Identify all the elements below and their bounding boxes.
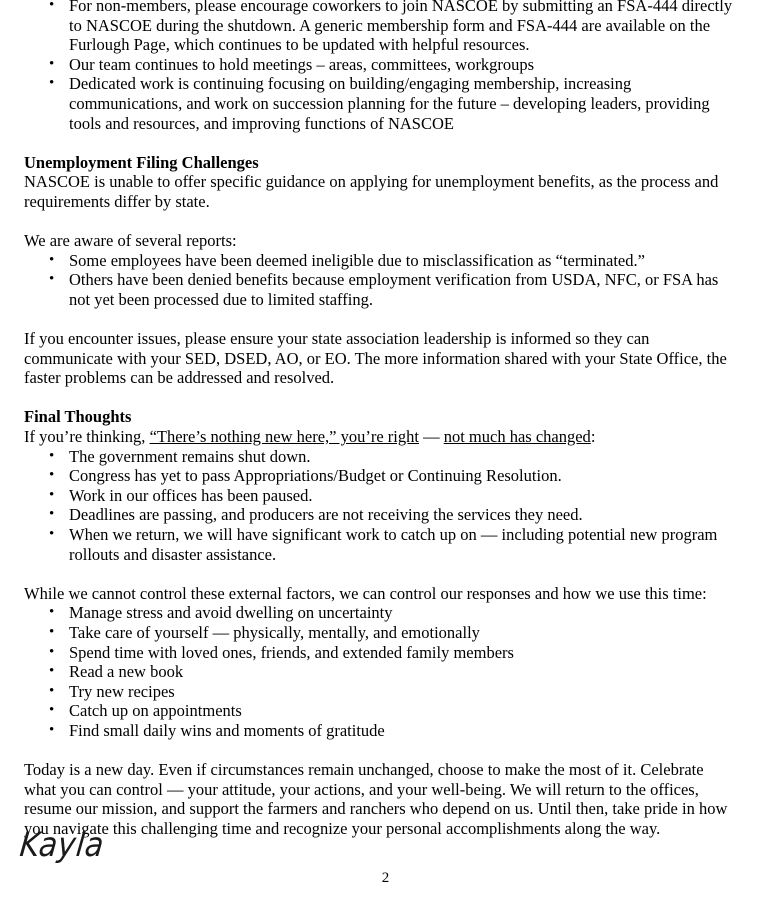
list-item: [24, 682, 738, 702]
list-item-text: Spend time with loved ones, friends, and extended family members: [69, 642, 514, 662]
report-bullet-list: [24, 251, 738, 310]
list-item-text: Manage stress and avoid dwelling on uncertainty: [69, 603, 393, 623]
list-item: [24, 270, 738, 309]
bullet-icon: •: [49, 643, 55, 660]
bullet-icon: •: [49, 55, 55, 72]
list-item: [24, 74, 738, 133]
list-item: [24, 0, 738, 55]
list-item: [24, 525, 738, 564]
section-spacer: [24, 564, 738, 584]
lead-in-dash: —: [418, 427, 444, 447]
list-item: [24, 623, 738, 643]
bullet-icon: •: [49, 526, 55, 543]
list-item-text: Find small daily wins and moments of gratitude: [69, 720, 385, 740]
list-item: [24, 486, 738, 506]
section-heading-unemployment: Unemployment Filing Challenges: [24, 152, 259, 172]
bullet-icon: •: [49, 721, 55, 738]
reports-lead-in: We are aware of several reports:: [24, 231, 237, 251]
list-item: [24, 251, 738, 271]
page-number-footer: 2: [381, 870, 390, 886]
bullet-icon: •: [49, 271, 55, 288]
section-spacer: [24, 741, 738, 761]
bullet-icon: •: [49, 624, 55, 640]
bullet-icon: •: [49, 682, 55, 699]
section-spacer: [24, 388, 738, 408]
list-item-text: For non-members, please encourage coworkers to join NASCOE by submitting an FSA-444 directly to NASCOE during the shutdown. A generic membership form and FSA-444 are available on the Furlough Page, which continues to be updated with helpful resources.: [69, 0, 733, 55]
list-item: [24, 662, 738, 682]
list-item-text: The government remains shut down.: [69, 446, 311, 466]
list-item-text: Congress has yet to pass Appropriations/Budget or Continuing Resolution.: [69, 466, 562, 486]
final-closing-paragraph: Today is a new day. Even if circumstances remain unchanged, choose to make the most of it. Celebrate what you can control — your attitude, your actions, and your well-being. We will return to the offices, resume our mission, and support the farmers and ranchers who depend on us. Until then, take pride in how you navigate this challenging time and recognize your personal accomplishments along the way.: [24, 760, 728, 838]
section-spacer: [24, 310, 738, 330]
lead-in-underlined-phrase: not much has changed: [443, 427, 591, 447]
bullet-icon: •: [49, 506, 55, 523]
control-lead-in: While we cannot control these external factors, we can control our responses and how we use this time:: [24, 583, 707, 603]
list-item-text: Others have been denied benefits because employment verification from USDA, NFC, or FSA has not yet been processed due to limited staffing.: [69, 270, 719, 309]
list-item: [24, 447, 738, 467]
bullet-icon: •: [49, 486, 55, 503]
list-item-text: Work in our offices has been paused.: [69, 485, 313, 505]
lead-in-underlined-quote: “There’s nothing new here,” you’re right: [149, 427, 419, 447]
intro-bullet-list: [24, 0, 738, 133]
section-spacer: [24, 212, 738, 232]
list-item-text: Deadlines are passing, and producers are not receiving the services they need.: [69, 505, 583, 525]
list-item-text: When we return, we will have significant work to catch up on — including potential new program rollouts and disaster assistance.: [69, 525, 718, 564]
lead-in-plain-start: If you’re thinking,: [24, 427, 150, 447]
bullet-icon: •: [49, 467, 55, 484]
page-content: [24, 0, 738, 839]
section-heading-final-thoughts: Final Thoughts: [24, 407, 132, 427]
list-item-text: Our team continues to hold meetings – areas, committees, workgroups: [69, 54, 535, 74]
list-item: [24, 643, 738, 663]
action-bullet-list: [24, 603, 738, 740]
list-item: [24, 701, 738, 721]
list-item: [24, 466, 738, 486]
list-item: [24, 721, 738, 741]
bullet-icon: •: [49, 447, 55, 464]
list-item-text: Try new recipes: [69, 681, 175, 701]
status-bullet-list: [24, 447, 738, 565]
lead-in-plain-end: :: [590, 427, 596, 447]
bullet-icon: •: [49, 0, 55, 13]
list-item: [24, 505, 738, 525]
bullet-icon: •: [49, 663, 55, 680]
list-item-text: Dedicated work is continuing focusing on building/engaging membership, increasing communications, and work on succession planning for the future – developing leaders, providing tools and resources, and improving functions of NASCOE: [69, 74, 710, 133]
bullet-icon: •: [49, 604, 55, 621]
bullet-icon: •: [49, 75, 55, 92]
list-item: [24, 55, 738, 75]
final-thoughts-lead-in: [24, 427, 738, 447]
bullet-icon: •: [49, 702, 55, 719]
unemployment-closing-paragraph: If you encounter issues, please ensure your state association leadership is informed so they can communicate with your SED, DSED, AO, or EO. The more information shared with your State Office, the faster problems can be addressed and resolved.: [24, 329, 727, 388]
list-item-text: Take care of yourself — physically, mentally, and emotionally: [69, 623, 480, 642]
list-item-text: Catch up on appointments: [69, 701, 242, 721]
list-item-text: Some employees have been deemed ineligible due to misclassification as “terminated.”: [69, 250, 645, 270]
section-spacer: [24, 133, 738, 153]
signature: Kayla: [17, 826, 106, 866]
unemployment-intro-paragraph: NASCOE is unable to offer specific guidance on applying for unemployment benefits, as the process and requirements differ by state.: [24, 172, 719, 211]
bullet-icon: •: [49, 251, 55, 268]
list-item: [24, 603, 738, 623]
list-item-text: Read a new book: [69, 662, 184, 682]
